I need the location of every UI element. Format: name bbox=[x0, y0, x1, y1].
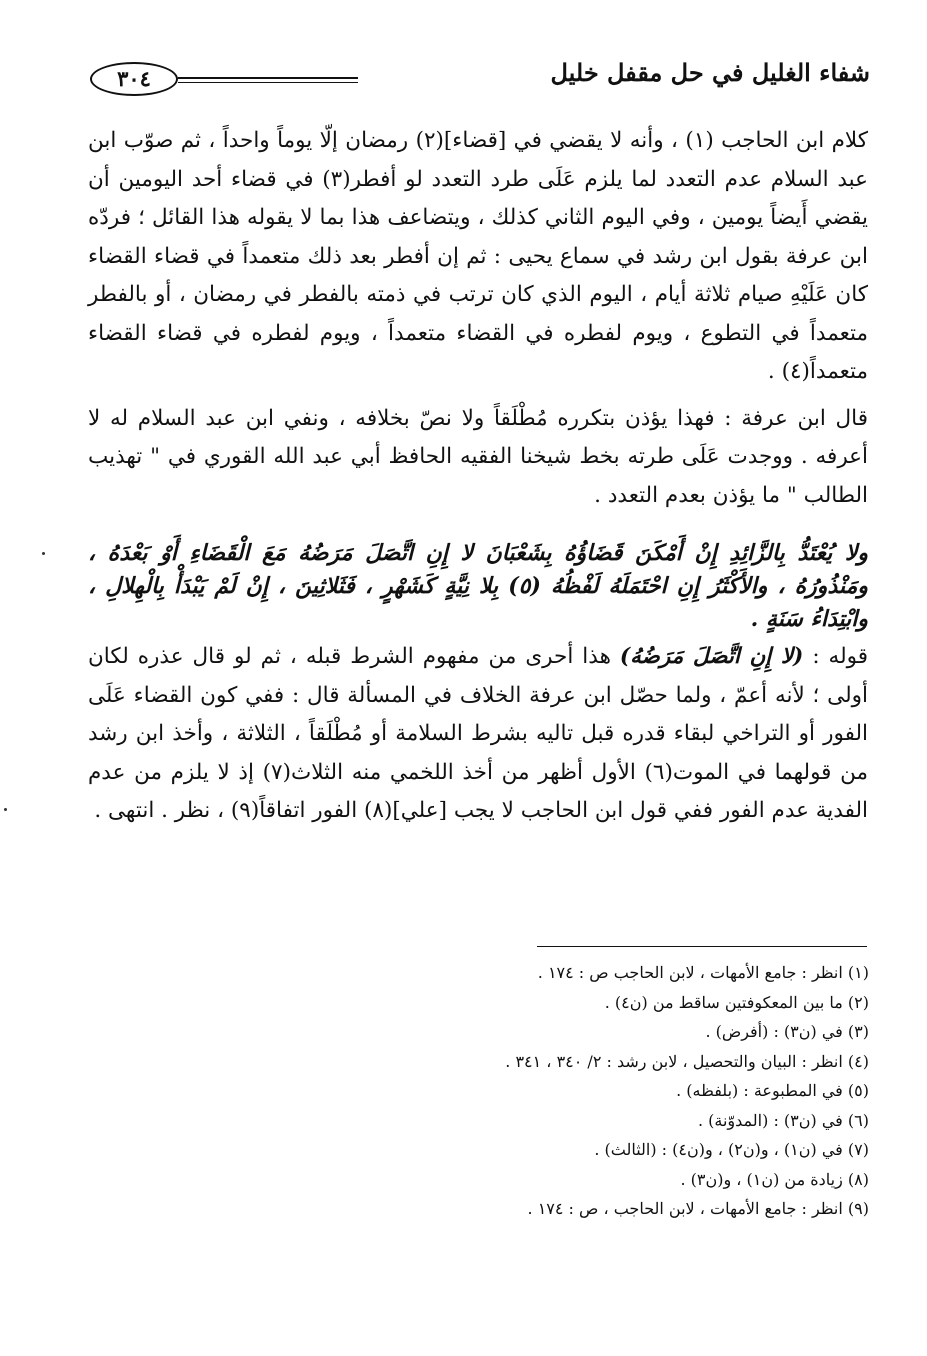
footnote-separator bbox=[537, 946, 867, 947]
matn-text: ولا يُعْتَدُّ بِالزَّائِدِ إِنْ أَمْكَنَ قَضَاؤُهُ بِشَعْبَانَ لا إِنِ اتَّصَلَ مَرَضُهُ مَعَ الْقَضَاءِ أَوْ بَعْدَهُ ، ومَنْذُورُهُ ، والأَكْثَرُ إِنِ احْتَمَلَهُ لَفْظُهُ (٥) بِلا نِيَّةٍ كَشَهْرٍ ، فَثَلاثِينَ ، إِنْ لَمْ يَبْدَأْ بِالْهِلالِ ، وابْتِدَاءُ سَنَةٍ . bbox=[88, 540, 868, 632]
page-number: ٣٠٤ bbox=[90, 62, 178, 96]
header-rule-thin bbox=[178, 82, 358, 83]
footnote-9: (٩) انظر : جامع الأمهات ، لابن الحاجب ، ص : ١٧٤ . bbox=[527, 1199, 869, 1218]
footnote-4: (٤) انظر : البيان والتحصيل ، لابن رشد : ٢/ ٣٤٠ ، ٣٤١ . bbox=[505, 1051, 869, 1071]
paragraph-commentary-3 bbox=[88, 638, 868, 831]
scan-speck bbox=[4, 808, 7, 811]
footnotes-list bbox=[169, 958, 869, 1224]
footnote-5: (٥) في المطبوعة : (بلفظه) . bbox=[676, 1081, 869, 1100]
main-text bbox=[88, 122, 868, 831]
footnote-2: (٢) ما بين المعكوفتين ساقط من (ن٤) . bbox=[604, 992, 869, 1012]
quoted-matn: (لا إِنِ اتَّصَلَ مَرَضُهُ) bbox=[619, 644, 804, 669]
commentary-body: هذا أحرى من مفهوم الشرط قبله ، ثم لو قال عذره لكان أولى ؛ لأنه أعمّ ، ولما حصّل ابن عرفة الخلاف في المسألة قال : ففي كون القضاء عَلَى الفور أو التراخي لبقاء قدره قبل تاليه بشرط السلامة أو مُطْلَقاً ، الثلاثة ، وأخذ ابن رشد من قولهما في الموت(٦) الأول أظهر من أخذ اللخمي منه الثلاث(٧) إذ لا يلزم من عدم الفدية عدم الفور ففي قول ابن الحاجب لا يجب [علي](٨) الفور اتفاقاً(٩) ، نظر . انتهى . bbox=[88, 644, 868, 823]
footnote-7: (٧) في (ن١) ، و(ن٢) ، و(ن٤) : (الثالث) . bbox=[594, 1140, 869, 1159]
scan-speck bbox=[42, 552, 45, 555]
paragraph-commentary-2: قال ابن عرفة : فهذا يؤذن بتكرره مُطْلَقاً ولا نصّ بخلافه ، ونفي ابن عبد السلام له لا أعرفه . ووجدت عَلَى طرته بخط شيخنا الفقيه الحافظ أبي عبد الله القوري في " تهذيب الطالب " ما يؤذن بعدم التعدد . bbox=[88, 405, 868, 508]
footnote-3: (٣) في (ن٣) : (أفرض) . bbox=[705, 1022, 869, 1041]
paragraph-commentary-1: كلام ابن الحاجب (١) ، وأنه لا يقضي في [قضاء](٢) رمضان إلّا يوماً واحداً ، ثم صوّب ابن عبد السلام عدم التعدد لما يلزم عَلَى طرد التعدد لو أفطر(٣) في قضاء أحد اليومين أن يقضي أَيضاً يومين ، وفي اليوم الثاني كذلك ، ويتضاعف هذا بما لا يقوله هذا القائل ؛ فردّه ابن عرفة بقول ابن رشد في سماع يحيى : ثم إن أفطر بعد ذلك متعمداً في قضاء القضاء كان عَلَيْهِ صيام ثلاثة أيام ، اليوم الذي كان ترتب في ذمته بالفطر في رمضان ، أو بالفطر متعمداً في التطوع ، ويوم لفطره في القضاء متعمداً ، ويوم لفطره في قضاء القضاء متعمداً(٤) . bbox=[88, 128, 868, 384]
header-rule bbox=[178, 77, 358, 79]
footnote-1: (١) انظر : جامع الأمهات ، لابن الحاجب ص : ١٧٤ . bbox=[537, 963, 869, 982]
running-title: شفاء الغليل في حل مقفل خليل bbox=[550, 58, 870, 87]
footnote-8: (٨) زيادة من (ن١) ، و(ن٣) . bbox=[680, 1169, 869, 1189]
footnote-6: (٦) في (ن٣) : (المدوّنة) . bbox=[697, 1110, 869, 1130]
commentary-lead: قوله : bbox=[803, 644, 869, 669]
page-header bbox=[90, 58, 870, 108]
